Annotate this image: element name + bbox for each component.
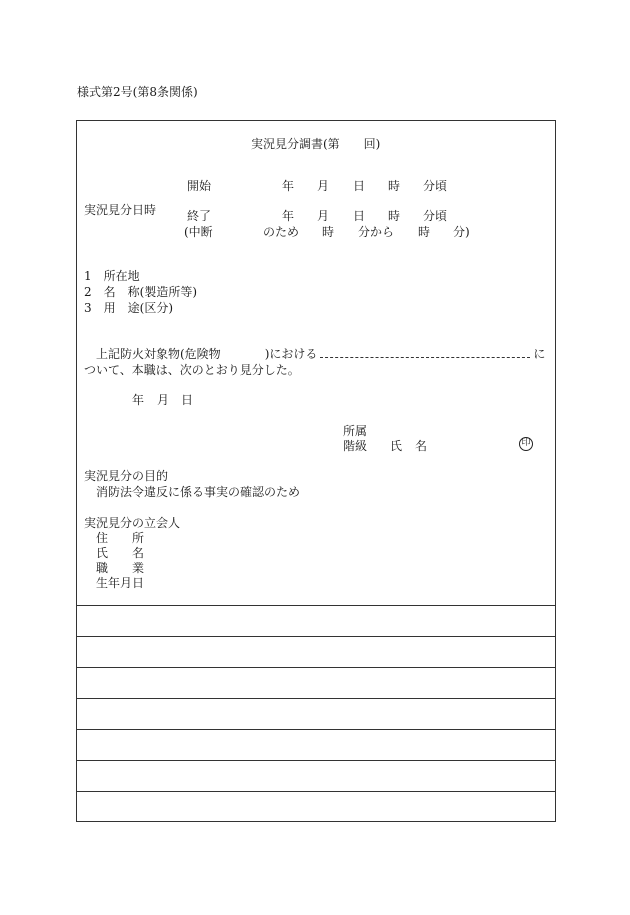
end-hour: 時 bbox=[388, 209, 401, 223]
datetime-label: 実況見分日時 bbox=[84, 203, 157, 217]
ruled-line bbox=[77, 729, 555, 730]
end-label: 終了 bbox=[187, 209, 212, 223]
rank-label: 階級 bbox=[343, 439, 368, 453]
item-usage: 3 用 途(区分) bbox=[84, 301, 173, 315]
resume-hour: 時 bbox=[418, 225, 431, 239]
start-hour: 時 bbox=[388, 179, 401, 193]
suspend-reason: のため bbox=[263, 225, 300, 239]
ruled-line bbox=[77, 698, 555, 699]
date-year: 年 bbox=[132, 393, 145, 407]
witness-occupation-b: 業 bbox=[132, 561, 145, 575]
ruled-line bbox=[77, 605, 555, 606]
start-month: 月 bbox=[317, 179, 330, 193]
suspend-hour: 時 bbox=[322, 225, 335, 239]
start-day: 日 bbox=[353, 179, 366, 193]
witness-address-a: 住 bbox=[96, 531, 109, 545]
body-mid: )における bbox=[264, 347, 318, 361]
witness-name-b: 名 bbox=[132, 546, 145, 560]
witness-occupation-a: 職 bbox=[96, 561, 109, 575]
end-month: 月 bbox=[317, 209, 330, 223]
purpose-text: 消防法令違反に係る事実の確認のため bbox=[96, 485, 301, 499]
resume-minute: 分) bbox=[453, 225, 470, 239]
witness-address-b: 所 bbox=[132, 531, 145, 545]
document-title: 実況見分調書(第 回) bbox=[251, 137, 381, 151]
item-location: 1 所在地 bbox=[84, 269, 140, 283]
witness-birthdate: 生年月日 bbox=[96, 576, 145, 590]
ruled-line bbox=[77, 636, 555, 637]
item-name: 2 名 称(製造所等) bbox=[84, 285, 197, 299]
affiliation-label: 所属 bbox=[343, 424, 368, 438]
ruled-line bbox=[77, 791, 555, 792]
witness-heading: 実況見分の立会人 bbox=[84, 516, 181, 530]
purpose-heading: 実況見分の目的 bbox=[84, 469, 169, 483]
end-year: 年 bbox=[282, 209, 295, 223]
suspend-from: 分から bbox=[358, 225, 395, 239]
suspend-label: (中断 bbox=[184, 225, 213, 239]
body-line-1 bbox=[96, 347, 545, 361]
body-suffix: に bbox=[533, 347, 546, 361]
ruled-line bbox=[77, 760, 555, 761]
start-year: 年 bbox=[282, 179, 295, 193]
name-label-2: 名 bbox=[415, 439, 428, 453]
name-label-1: 氏 bbox=[390, 439, 403, 453]
body-line-2: ついて、本職は、次のとおり見分した。 bbox=[84, 363, 300, 377]
date-day: 日 bbox=[181, 393, 194, 407]
body-prefix: 上記防火対象物(危険物 bbox=[96, 347, 221, 361]
subject-blank bbox=[320, 357, 530, 358]
witness-name-a: 氏 bbox=[96, 546, 109, 560]
seal-icon: 印 bbox=[519, 437, 533, 451]
inspection-report-form bbox=[76, 120, 556, 822]
end-day: 日 bbox=[353, 209, 366, 223]
form-number-label: 様式第2号(第8条関係) bbox=[77, 85, 198, 99]
ruled-line bbox=[77, 667, 555, 668]
start-minute: 分頃 bbox=[423, 179, 448, 193]
start-label: 開始 bbox=[187, 179, 212, 193]
end-minute: 分頃 bbox=[423, 209, 448, 223]
date-month: 月 bbox=[157, 393, 170, 407]
